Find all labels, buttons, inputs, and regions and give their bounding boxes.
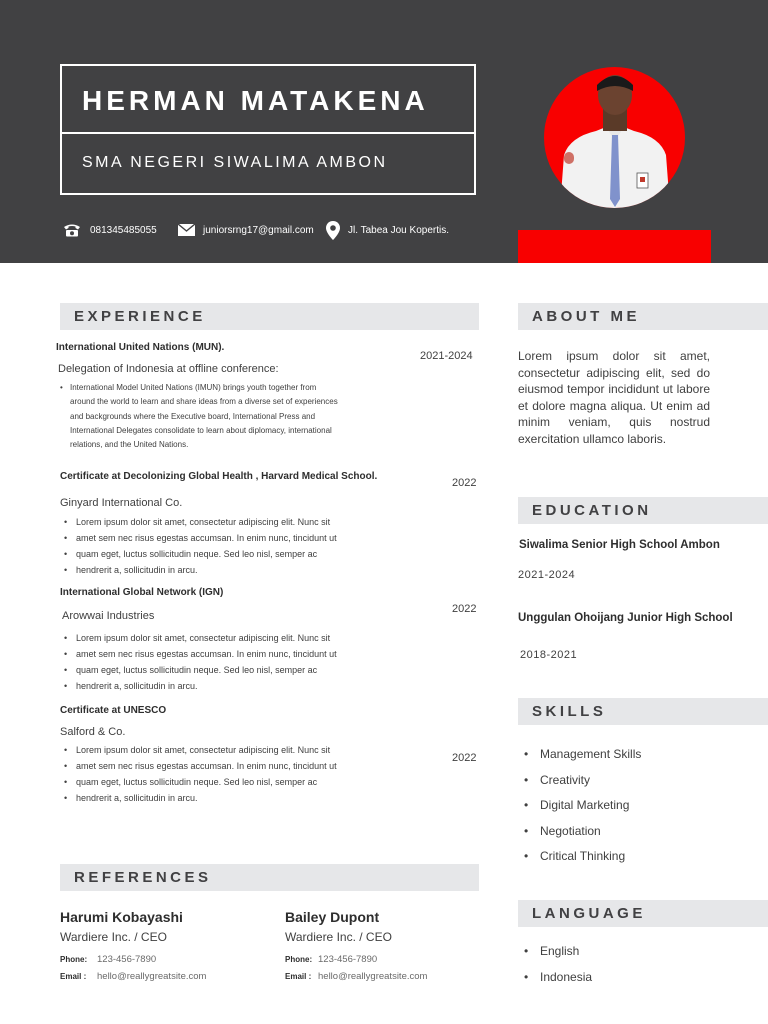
experience-bullets xyxy=(62,514,337,578)
experience-date: 2021-2024 xyxy=(420,350,473,362)
bullet-line: • Lorem ipsum dolor sit amet, consectetur adipiscing elit. Nunc sit xyxy=(62,630,337,646)
language-list xyxy=(518,943,592,994)
education-school: Unggulan Ohoijang Junior High School xyxy=(518,612,733,624)
reference-company: Wardiere Inc. / CEO xyxy=(60,930,167,944)
reference-email: hello@reallygreatsite.com xyxy=(97,971,207,982)
experience-org: Ginyard International Co. xyxy=(60,497,183,509)
address-text: Jl. Tabea Jou Kopertis. xyxy=(348,224,449,236)
reference-phone: 123-456-7890 xyxy=(97,954,157,965)
location-pin-icon xyxy=(326,221,340,240)
skills-list xyxy=(518,746,641,874)
contact-phone xyxy=(63,220,157,240)
education-heading xyxy=(518,497,768,524)
experience-org: Delegation of Indonesia at offline conference: xyxy=(58,363,279,375)
experience-org: Salford & Co. xyxy=(60,726,126,738)
contact-address xyxy=(326,220,449,240)
experience-org: Arowwai Industries xyxy=(62,610,155,622)
skill-item: • Digital Marketing xyxy=(518,797,641,823)
skills-heading-label: SKILLS xyxy=(532,703,607,720)
reference-phone-label: Phone: xyxy=(285,955,313,964)
reference-name: Bailey Dupont xyxy=(285,909,380,925)
bullet-line: • Lorem ipsum dolor sit amet, consectetur adipiscing elit. Nunc sit xyxy=(62,742,337,758)
skill-item: • Management Skills xyxy=(518,746,641,772)
experience-bullets xyxy=(62,742,337,806)
education-years: 2018-2021 xyxy=(520,649,578,661)
language-heading xyxy=(518,900,768,927)
email-address: juniorsrng17@gmail.com xyxy=(203,224,314,236)
name-box xyxy=(60,64,476,195)
bullet-line: • quam eget, luctus sollicitudin neque. Sed leo nisl, semper ac xyxy=(62,774,337,790)
about-heading xyxy=(518,303,768,330)
bullet-line: • amet sem nec risus egestas accumsan. In enim nunc, tincidunt ut xyxy=(62,646,337,662)
bullet-line: • hendrerit a, sollicitudin in arcu. xyxy=(62,562,337,578)
experience-heading xyxy=(60,303,479,330)
reference-phone: 123-456-7890 xyxy=(318,954,378,965)
education-years: 2021-2024 xyxy=(518,569,576,581)
education-school: Siwalima Senior High School Ambon xyxy=(519,539,720,551)
contact-email xyxy=(178,220,314,240)
experience-date: 2022 xyxy=(452,752,477,764)
profile-photo xyxy=(544,67,685,208)
bullet-line: International Delegates consolidate to learn about diplomacy, international xyxy=(70,425,332,435)
language-item: • Indonesia xyxy=(518,969,592,995)
mail-icon xyxy=(178,224,195,236)
references-heading xyxy=(60,864,479,891)
school-name: SMA NEGERI SIWALIMA AMBON xyxy=(82,154,388,171)
language-item: • English xyxy=(518,943,592,969)
person-name: HERMAN MATAKENA xyxy=(82,85,429,116)
reference-company: Wardiere Inc. / CEO xyxy=(285,930,392,944)
reference-email-label: Email : xyxy=(285,972,312,981)
name-divider xyxy=(62,132,474,134)
reference-phone-label: Phone: xyxy=(60,955,88,964)
bullet-line: • hendrerit a, sollicitudin in arcu. xyxy=(62,790,337,806)
bullet-line: • International Model United Nations (IMUN) brings youth together from xyxy=(60,381,338,395)
experience-date: 2022 xyxy=(452,603,477,615)
about-heading-label: ABOUT ME xyxy=(532,308,640,325)
bullet-line: • amet sem nec risus egestas accumsan. In enim nunc, tincidunt ut xyxy=(62,758,337,774)
bullet-line: • amet sem nec risus egestas accumsan. In enim nunc, tincidunt ut xyxy=(62,530,337,546)
skill-item: • Critical Thinking xyxy=(518,848,641,874)
red-accent-bar xyxy=(518,230,711,263)
phone-icon xyxy=(63,223,81,237)
skills-heading xyxy=(518,698,768,725)
references-heading-label: REFERENCES xyxy=(74,869,212,886)
experience-bullets xyxy=(60,381,338,452)
header-banner xyxy=(0,0,768,263)
bullet-line: • Lorem ipsum dolor sit amet, consectetur adipiscing elit. Nunc sit xyxy=(62,514,337,530)
language-heading-label: LANGUAGE xyxy=(532,905,646,922)
about-text: Lorem ipsum dolor sit amet, consectetur adipiscing elit, sed do eiusmod tempor incididunt ut labore et dolore magna aliqua. Ut enim ad minim veniam, quis nostrud exercitation ullamco laboris. xyxy=(518,349,710,446)
experience-title: Certificate at UNESCO xyxy=(60,705,167,716)
skill-item: • Creativity xyxy=(518,772,641,798)
bullet-line: • quam eget, luctus sollicitudin neque. Sed leo nisl, semper ac xyxy=(62,662,337,678)
reference-email-label: Email : xyxy=(60,972,87,981)
experience-title: Certificate at Decolonizing Global Health , Harvard Medical School. xyxy=(60,471,378,482)
bullet-line: • quam eget, luctus sollicitudin neque. Sed leo nisl, semper ac xyxy=(62,546,337,562)
bullet-line: around the world to learn and share ideas from a diverse set of experiences xyxy=(70,397,338,407)
skill-item: • Negotiation xyxy=(518,823,641,849)
bullet-line: • hendrerit a, sollicitudin in arcu. xyxy=(62,678,337,694)
reference-email: hello@reallygreatsite.com xyxy=(318,971,428,982)
experience-date: 2022 xyxy=(452,477,477,489)
phone-number: 081345485055 xyxy=(90,224,157,236)
education-heading-label: EDUCATION xyxy=(532,502,652,519)
experience-heading-label: EXPERIENCE xyxy=(74,308,206,325)
experience-title: International Global Network (IGN) xyxy=(60,587,224,598)
experience-title: International United Nations (MUN). xyxy=(56,342,225,353)
reference-name: Harumi Kobayashi xyxy=(60,909,183,925)
bullet-line: relations, and the United Nations. xyxy=(70,440,189,450)
bullet-line: and backgrounds where the Executive board, International Press and xyxy=(70,411,316,421)
experience-bullets xyxy=(62,630,337,694)
